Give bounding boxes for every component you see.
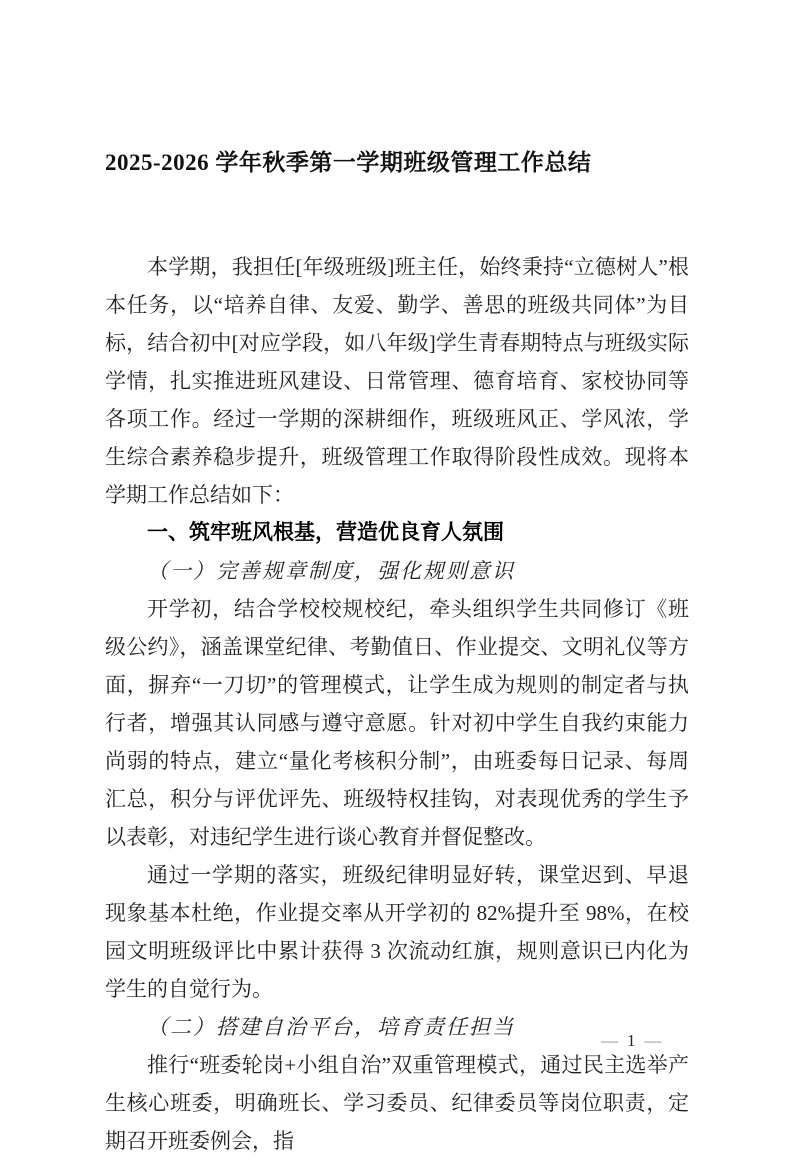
document-content [105, 149, 689, 1160]
subsection-1-2-heading: （二）搭建自治平台，培育责任担当 [147, 1015, 515, 1039]
subsection-1-1-heading: （一）完善规章制度，强化规则意识 [147, 559, 515, 583]
paragraph-rules-results: 通过一学期的落实，班级纪律明显好转，课堂迟到、早退现象基本杜绝，作业提交率从开学初的 82%提升至 98%，在校园文明班级评比中累计获得 3 次流动红旗，规则意识已内化为学生的自觉行为。 [105, 863, 689, 1001]
page-footer [601, 1030, 662, 1052]
footer-dash-left: — [601, 1031, 618, 1050]
document-title: 2025-2026 学年秋季第一学期班级管理工作总结 [105, 150, 592, 175]
paragraph-self-governance: 推行“班委轮岗+小组自治”双重管理模式，通过民主选举产生核心班委，明确班长、学习委员、纪律委员等岗位职责，定期召开班委例会，指 [105, 1053, 689, 1153]
page-number: 1 [627, 1031, 636, 1050]
section-1-heading: 一、筑牢班风根基，营造优良育人氛围 [147, 521, 504, 544]
paragraph-rules-system: 开学初，结合学校校规校纪，牵头组织学生共同修订《班级公约》，涵盖课堂纪律、考勤值日、作业提交、文明礼仪等方面，摒弃“一刀切”的管理模式，让学生成为规则的制定者与执行者，增强其认同感与遵守意愿。针对初中学生自我约束能力尚弱的特点，建立“量化考核积分制”，由班委每日记录、每周汇总，积分与评优评先、班级特权挂钩，对表现优秀的学生予以表彰，对违纪学生进行谈心教育并督促整改。 [105, 597, 689, 849]
footer-dash-right: — [644, 1031, 662, 1050]
intro-paragraph: 本学期，我担任[年级班级]班主任，始终秉持“立德树人”根本任务，以“培养自律、友爱、勤学、善思的班级共同体”为目标，结合初中[对应学段，如八年级]学生青春期特点与班级实际学情，扎实推进班风建设、日常管理、德育培育、家校协同等各项工作。经过一学期的深耕细作，班级班风正、学风浓，学生综合素养稳步提升，班级管理工作取得阶段性成效。现将本学期工作总结如下： [105, 255, 689, 507]
